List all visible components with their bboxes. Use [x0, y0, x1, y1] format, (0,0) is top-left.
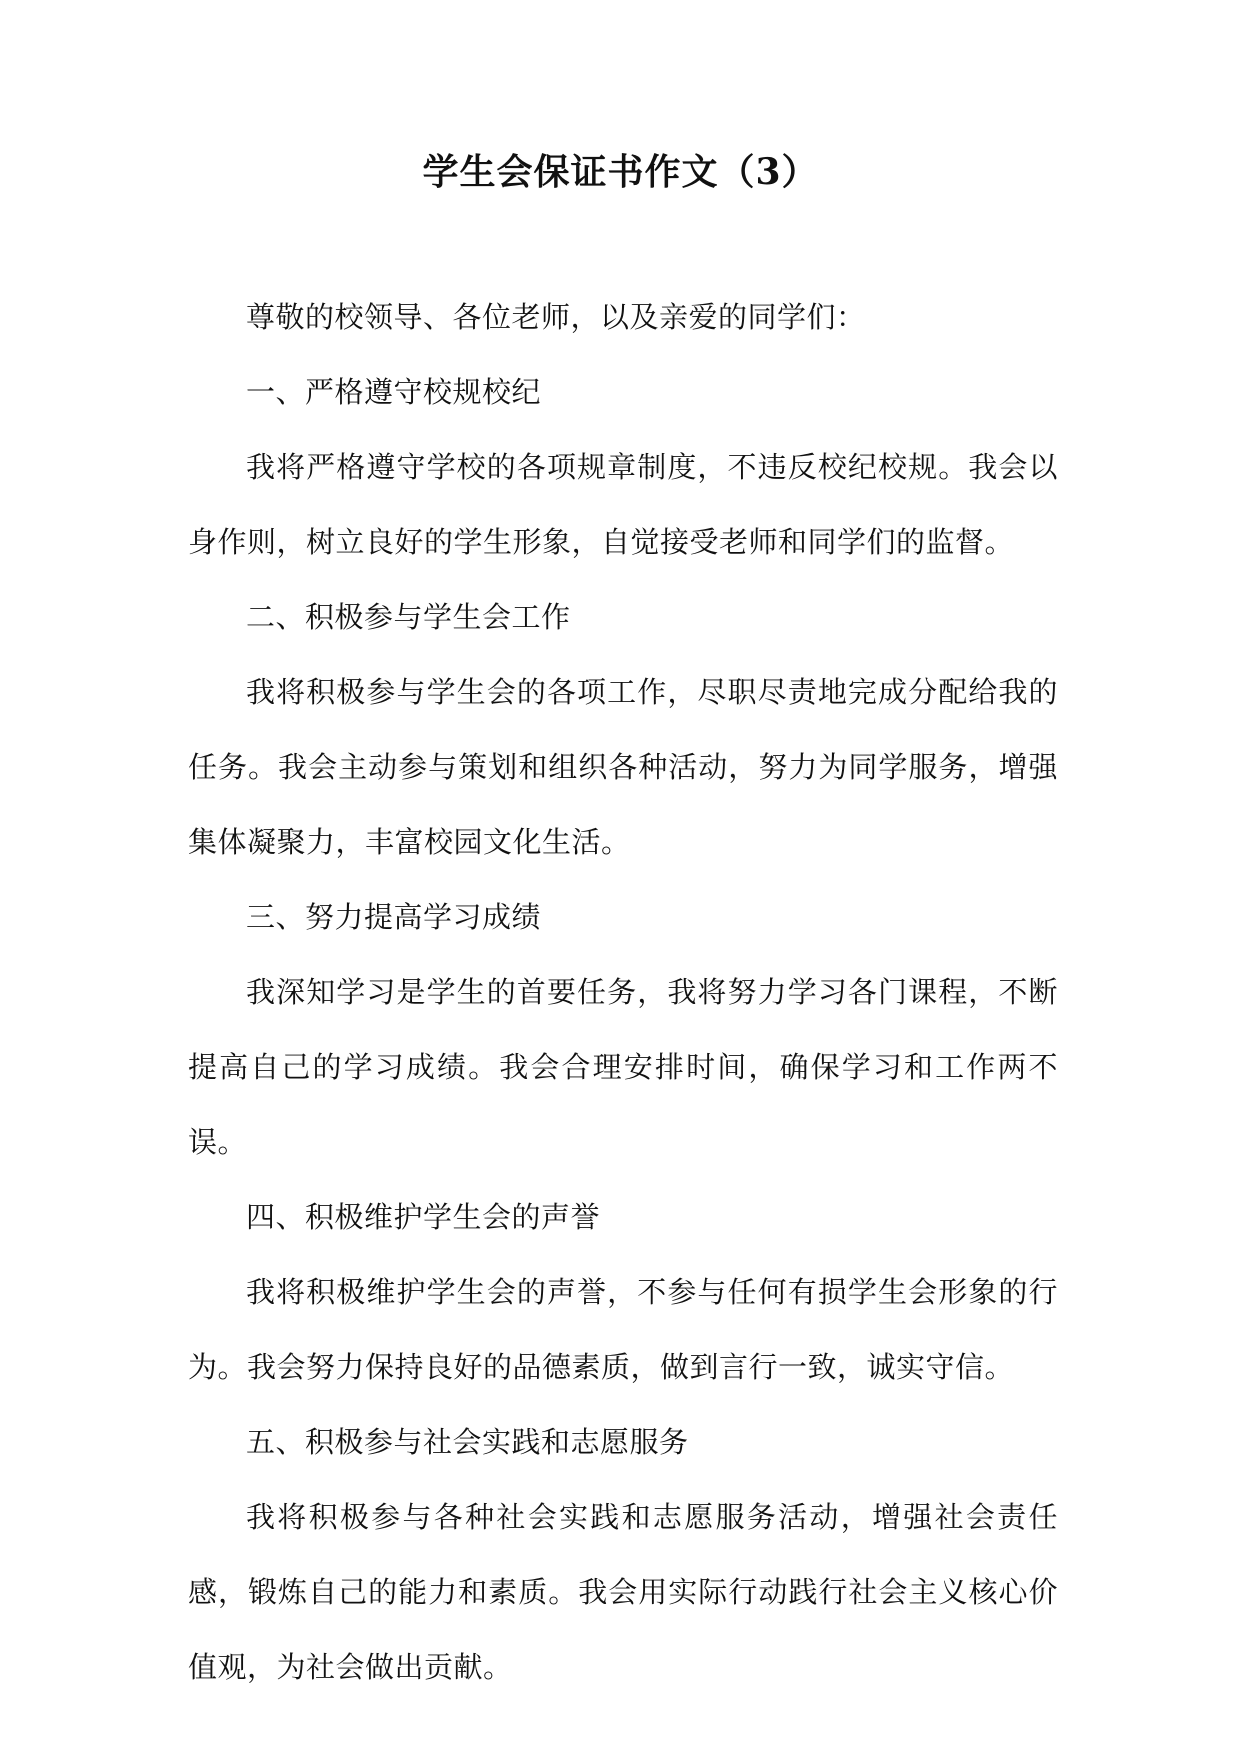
greeting: 尊敬的校领导、各位老师，以及亲爱的同学们：	[246, 300, 866, 334]
section-text-5: 我将积极参与各种社会实践和志愿服务活动，增强社会责任感，锻炼自己的能力和素质。我会用实际行动践行社会主义核心价值观，为社会做出贡献。	[188, 1500, 1058, 1684]
section-heading-1: 一、严格遵守校规校纪	[246, 375, 542, 409]
section-heading-5: 五、积极参与社会实践和志愿服务	[246, 1425, 689, 1459]
section-heading-4: 四、积极维护学生会的声誉	[246, 1200, 601, 1234]
section-text-4: 我将积极维护学生会的声誉，不参与任何有损学生会形象的行为。我会努力保持良好的品德素质，做到言行一致，诚实守信。	[188, 1275, 1058, 1384]
section-heading-3: 三、努力提高学习成绩	[246, 900, 542, 934]
document-body	[188, 280, 1058, 1705]
section-heading-2: 二、积极参与学生会工作	[246, 600, 571, 634]
document-title: 学生会保证书作文（3）	[422, 151, 819, 193]
section-text-2: 我将积极参与学生会的各项工作，尽职尽责地完成分配给我的任务。我会主动参与策划和组织各种活动，努力为同学服务，增强集体凝聚力，丰富校园文化生活。	[188, 675, 1058, 859]
section-text-1: 我将严格遵守学校的各项规章制度，不违反校纪校规。我会以身作则，树立良好的学生形象，自觉接受老师和同学们的监督。	[188, 450, 1058, 559]
section-text-3: 我深知学习是学生的首要任务，我将努力学习各门课程，不断提高自己的学习成绩。我会合理安排时间，确保学习和工作两不误。	[188, 975, 1058, 1159]
